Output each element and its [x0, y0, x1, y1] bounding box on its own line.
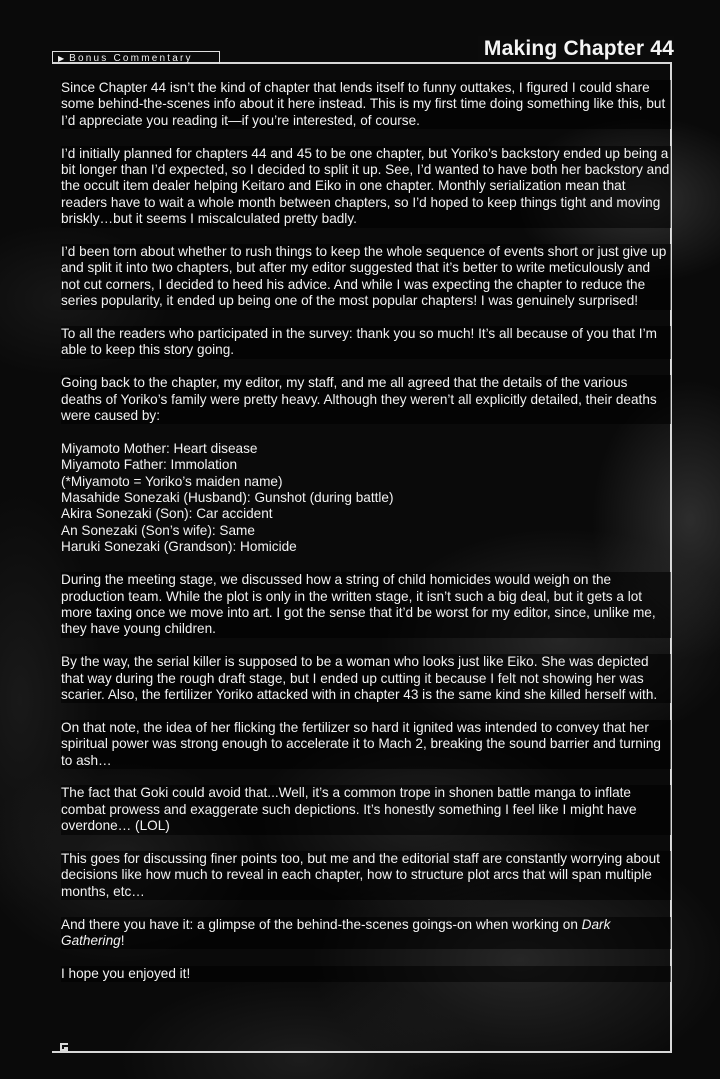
paragraph: I’d been torn about whether to rush things to keep the whole sequence of events short or just give up and split it into two chapters, but after my editor suggested that it’s better to write meticulously and not cut corners, I decided to heed his advice. And while I was expecting the chapter to reduce the series popularity, it ended up being one of the most popular chapters! I was genuinely surprised!: [61, 244, 671, 310]
section-label-text: Bonus Commentary: [69, 52, 193, 64]
page-header: [52, 38, 674, 64]
paragraph: The fact that Goki could avoid that...Well, it’s a common trope in shonen battle manga to inflate combat prowess and exaggerate such depictions. It’s honestly something I feel like I might have overdone… (LOL): [61, 785, 671, 834]
paragraph: This goes for discussing finer points too, but me and the editorial staff are constantly worrying about decisions like how much to reveal in each chapter, how to structure plot arcs that will span multiple months, etc…: [61, 851, 671, 900]
deaths-list: [61, 441, 671, 556]
page-title: Making Chapter 44: [478, 36, 674, 62]
list-item: Miyamoto Mother: Heart disease: [61, 440, 258, 456]
list-item: Miyamoto Father: Immolation: [61, 457, 238, 473]
list-item: Akira Sonezaki (Son): Car accident: [61, 506, 273, 522]
closing-punctuation: !: [120, 932, 125, 948]
paragraph: I’d initially planned for chapters 44 and 45 to be one chapter, but Yoriko’s backstory ended up being a bit longer than I’d expected, so I decided to split it up. See, I’d wanted to have both her backstory and the occult item dealer helping Keitaro and Eiko in one chapter. Monthly serialization mean that readers have to wait a whole month between chapters, so I’d hoped to keep things tight and moving briskly…but it seems I miscalculated pretty badly.: [61, 145, 670, 227]
section-label: [52, 51, 220, 64]
paragraph: Going back to the chapter, my editor, my staff, and me all agreed that the details of the various deaths of Yoriko’s family were pretty heavy. Although they weren’t all explicitly detailed, their deaths were caused by:: [61, 375, 671, 424]
paragraph: On that note, the idea of her flicking the fertilizer so hard it ignited was intended to convey that her spiritual power was strong enough to accelerate it to Mach 2, breaking the sound barrier and turning to ash…: [61, 720, 671, 769]
signoff: I hope you enjoyed it!: [61, 966, 671, 982]
list-item: (*Miyamoto = Yoriko’s maiden name): [61, 473, 283, 489]
paragraph: To all the readers who participated in the survey: thank you so much! It’s all because of you that I’m able to keep this story going.: [61, 326, 671, 359]
play-triangle-icon: ▶: [58, 53, 65, 63]
commentary-body: [61, 80, 671, 999]
paragraph: By the way, the serial killer is supposed to be a woman who looks just like Eiko. She was depicted that way during the rough draft stage, but I ended up cutting it because I felt not showing her was scarier. Also, the fertilizer Yoriko attacked with in chapter 43 is the same kind she killed herself with.: [61, 654, 671, 703]
list-item: An Sonezaki (Son’s wife): Same: [61, 522, 255, 538]
list-item: Masahide Sonezaki (Husband): Gunshot (during battle): [61, 490, 394, 506]
closing-paragraph: [61, 917, 671, 950]
paragraph: During the meeting stage, we discussed how a string of child homicides would weigh on the production team. While the plot is only in the written stage, it isn’t such a big deal, but it gets a lot more taxing once we move into art. I got the sense that it’d be worst for my editor, since, unlike me, they have young children.: [61, 572, 671, 638]
list-item: Haruki Sonezaki (Grandson): Homicide: [61, 539, 297, 555]
work-title: Dark Gathering: [61, 916, 611, 948]
paragraph: Since Chapter 44 isn’t the kind of chapter that lends itself to funny outtakes, I figured I could share some behind-the-scenes info about it here instead. This is my first time doing something like this, but I’d appreciate you reading it—if you’re interested, of course.: [61, 80, 671, 129]
frame-spiral-ornament: [60, 1043, 68, 1051]
closing-text: And there you have it: a glimpse of the behind-the-scenes goings-on when working on: [61, 916, 582, 932]
